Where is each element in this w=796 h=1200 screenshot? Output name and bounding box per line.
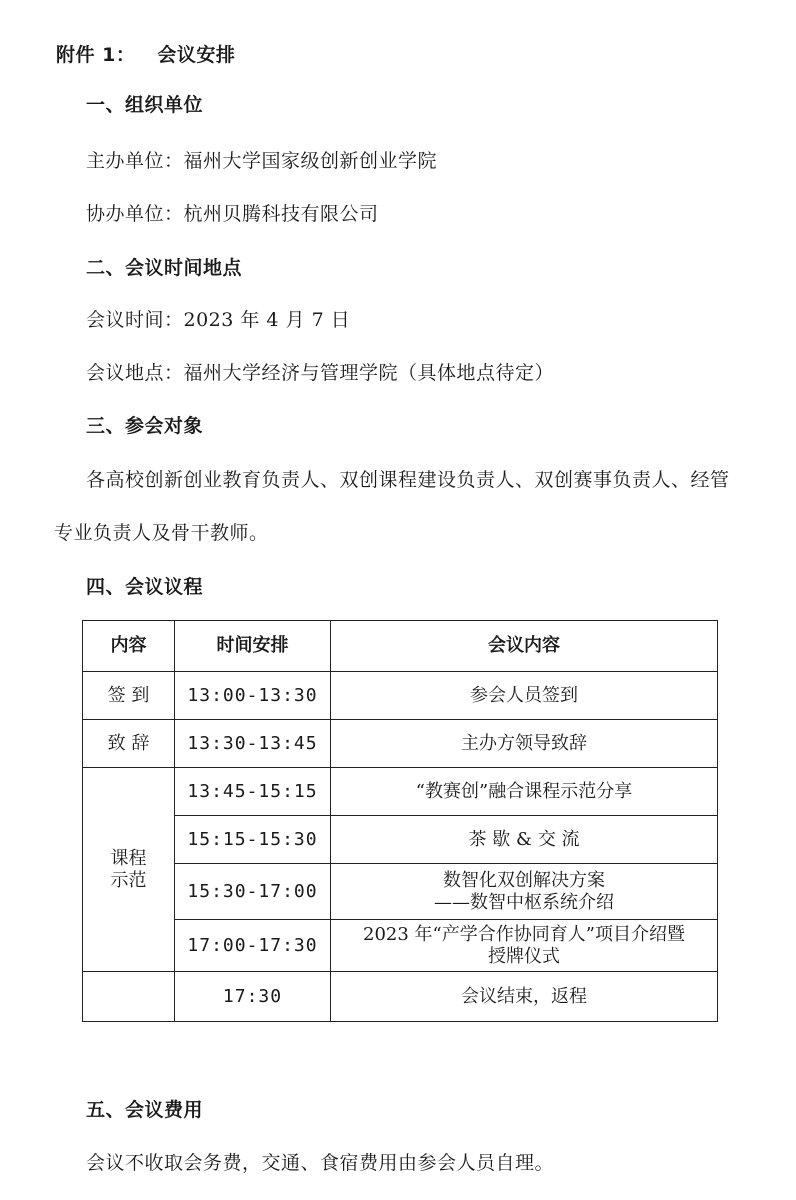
content-line: 数智化双创解决方案 <box>443 869 605 891</box>
section1-heading: 一、组织单位 <box>86 94 204 116</box>
attachment-label: 附件 1： <box>56 44 136 66</box>
table-row <box>83 864 718 920</box>
row-content: 参会人员签到 <box>331 672 718 720</box>
attendees-line2: 专业负责人及骨干教师。 <box>54 522 269 544</box>
host-unit: 主办单位：福州大学国家级创新创业学院 <box>86 150 438 172</box>
fee-text: 会议不收取会务费，交通、食宿费用由参会人员自理。 <box>86 1152 555 1174</box>
content-line: ——数智中枢系统介绍 <box>434 891 614 913</box>
table-row <box>83 768 718 816</box>
row-time: 17:00-17:30 <box>175 920 331 972</box>
header-time: 时间安排 <box>175 621 331 672</box>
row-time: 15:30-17:00 <box>175 864 331 920</box>
co-host-unit: 协办单位：杭州贝腾科技有限公司 <box>86 203 379 225</box>
table-header-row <box>83 621 718 672</box>
row-category-course-demo <box>83 768 175 972</box>
row-time: 17:30 <box>175 972 331 1022</box>
row-time: 15:15-15:30 <box>175 816 331 864</box>
row-category: 致 辞 <box>83 720 175 768</box>
row-content <box>331 864 718 920</box>
header-category: 内容 <box>83 621 175 672</box>
content-line: 授牌仪式 <box>488 945 560 967</box>
section3-heading: 三、参会对象 <box>86 415 204 437</box>
row-time: 13:00-13:30 <box>175 672 331 720</box>
row-time: 13:30-13:45 <box>175 720 331 768</box>
row-category <box>83 972 175 1022</box>
row-content: 主办方领导致辞 <box>331 720 718 768</box>
row-category: 签 到 <box>83 672 175 720</box>
meeting-place: 会议地点：福州大学经济与管理学院（具体地点待定） <box>86 362 555 384</box>
attachment-name: 会议安排 <box>157 44 236 66</box>
section4-heading: 四、会议议程 <box>86 576 204 598</box>
table-row <box>83 816 718 864</box>
row-content: 会议结束，返程 <box>331 972 718 1022</box>
table-row <box>83 672 718 720</box>
table-row <box>83 720 718 768</box>
row-time: 13:45-15:15 <box>175 768 331 816</box>
section2-heading: 二、会议时间地点 <box>86 257 243 279</box>
row-content: 茶 歇 & 交 流 <box>331 816 718 864</box>
content-line: 2023 年“产学合作协同育人”项目介绍暨 <box>363 923 685 945</box>
row-content <box>331 920 718 972</box>
attachment-title <box>56 40 235 67</box>
attendees-line1: 各高校创新创业教育负责人、双创课程建设负责人、双创赛事负责人、经管 <box>86 469 730 491</box>
table-row <box>83 972 718 1022</box>
category-line: 示范 <box>110 869 147 891</box>
section5-heading: 五、会议费用 <box>86 1099 204 1121</box>
meeting-time: 会议时间：2023 年 4 月 7 日 <box>86 309 351 331</box>
table-row <box>83 920 718 972</box>
header-content: 会议内容 <box>331 621 718 672</box>
agenda-table <box>82 620 718 1022</box>
row-content: “教赛创”融合课程示范分享 <box>331 768 718 816</box>
category-line: 课程 <box>110 847 147 869</box>
